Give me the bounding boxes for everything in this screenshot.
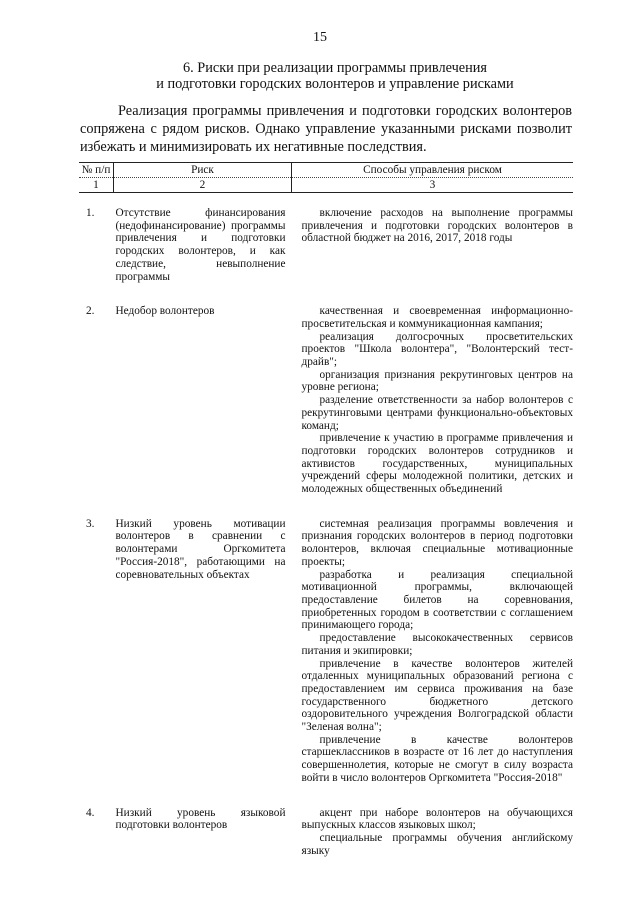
method-item: разработка и реализация специальной мотивационной программы, включающей предоставление билетов на соревнования, приобретенных городом в соответствии с соглашением принимающего города;: [301, 568, 573, 632]
intro-text: Реализация программы привлечения и подготовки городских волонтеров сопряжена с рядом рисков. Однако управление указанными рисками позволит избежать и минимизировать их негативные последствия.: [80, 103, 572, 155]
risk-cell: Низкий уровень языковой подготовки волонтеров: [115, 806, 286, 832]
method-item: предоставление высококачественных сервисов питания и экипировки;: [301, 632, 573, 657]
intro-paragraph: [80, 102, 572, 156]
table-row: [79, 807, 573, 858]
section-title: [90, 60, 580, 92]
method-item: организация признания рекрутинговых центров на уровне региона;: [301, 368, 573, 394]
table-row: [79, 207, 573, 283]
header-num: № п/п: [79, 163, 114, 178]
risk-cell: Низкий уровень мотивации волонтеров в сравнении с волонтерами Оргкомитета "Россия-2018", работающими на соревновательных объектах: [115, 517, 286, 581]
method-item: реализация долгосрочных просветительских проектов "Школа волонтера", "Волонтерский тест-драйв";: [301, 330, 573, 369]
section-title-line-1: 6. Риски при реализации программы привлечения: [182, 60, 488, 76]
method-item: системная реализация программы вовлечения и признания городских волонтеров в период подготовки волонтеров, включая специальные мотивационные проекты;: [301, 517, 573, 568]
methods-cell: [292, 207, 574, 283]
risk-table: [79, 162, 573, 857]
row-number: 4.: [86, 806, 95, 819]
table-row: [79, 305, 573, 496]
col-number-1: 1: [79, 178, 114, 193]
method-item: привлечение к участию в программе привлечения и подготовки городских волонтеров сотрудников и активистов государственных, муниципальных учреждений сферы молодежной политики, детских и молодежных общественных объединений: [301, 432, 573, 496]
method-item: разделение ответственности за набор волонтеров с рекрутинговыми центрами функционально-объектовых команд;: [301, 394, 573, 432]
methods-cell: [292, 305, 574, 496]
row-number: 3.: [86, 517, 95, 530]
row-number: 1.: [86, 207, 95, 219]
methods-cell: [292, 518, 574, 785]
row-number: 2.: [86, 305, 95, 318]
table-row: [79, 518, 573, 785]
methods-cell: [292, 807, 574, 858]
method-item: привлечение в качестве волонтеров старшеклассников в возрасте от 16 лет до наступления совершеннолетия, которые не смогут в силу возраста войти в число волонтеров Оргкомитета "Россия-2018": [301, 733, 573, 784]
method-item: специальные программы обучения английскому языку: [301, 831, 573, 857]
section-title-line-2: и подготовки городских волонтеров и управление рисками: [156, 76, 514, 92]
method-item: включение расходов на выполнение программы привлечения и подготовки городских волонтеров в областной бюджет на 2016, 2017, 2018 годы: [301, 207, 573, 245]
risk-cell: Отсутствие финансирования (недофинансирование) программы привлечения и подготовки городских волонтеров, и как следствие, невыполнение программы: [115, 207, 286, 283]
risk-cell: Недобор волонтеров: [115, 305, 215, 318]
method-item: акцент при наборе волонтеров на обучающихся выпускных классов языковых школ;: [301, 806, 573, 832]
method-item: привлечение в качестве волонтеров жителей отдаленных муниципальных образований региона с предоставлением им сервиса проживания на базе государственного бюджетного детского оздоровительного учреждения Волгоградской области "Зеленая волна";: [301, 657, 573, 734]
col-number-3: 3: [292, 178, 574, 193]
header-methods: Способы управления риском: [292, 163, 574, 178]
header-risk: Риск: [114, 163, 292, 178]
col-number-2: 2: [114, 178, 292, 193]
method-item: качественная и своевременная информационно-просветительская и коммуникационная кампания;: [301, 305, 573, 330]
page-number: 15: [313, 30, 327, 45]
